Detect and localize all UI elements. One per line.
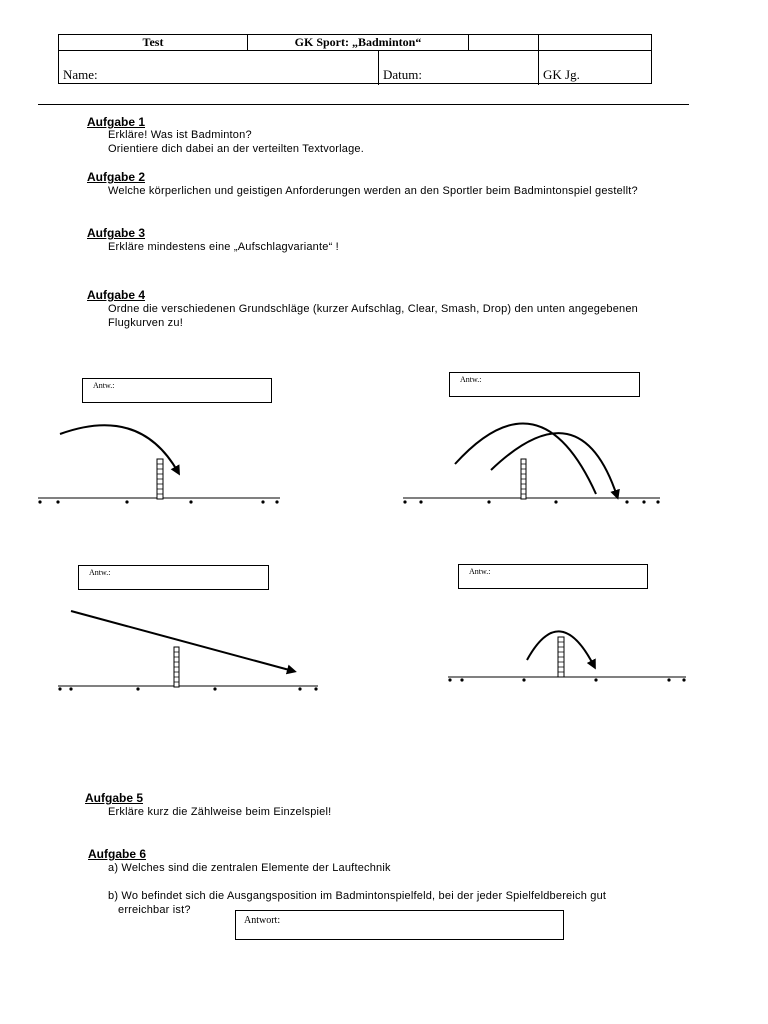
task-3-title: Aufgabe 3 [87,226,146,240]
net-1 [157,459,163,499]
answer-box-2[interactable]: Antw.: [449,372,640,397]
flight-curve-4 [448,631,686,681]
task-1-line-2: Orientiere dich dabei an der verteilten Textvorlage. [108,143,365,155]
answer-box-1[interactable]: Antw.: [82,378,272,403]
task-2-line-1: Welche körperlichen und geistigen Anforderungen werden an den Sportler beim Badmintonspiel gestellt? [108,185,638,197]
curve-2b [491,433,617,496]
court-dots-1 [38,500,278,503]
net-3 [174,647,179,687]
course-label: GK Sport: „Badminton“ [248,35,469,51]
task-6-line-2: b) Wo befindet sich die Ausgangsposition im Badmintonspielfeld, bei der jeder Spielfeldbereich gut [108,890,607,902]
task-6-line-3: erreichbar ist? [118,904,191,916]
flight-curve-1 [38,425,280,503]
test-label: Test [59,35,248,51]
flight-curve-2 [403,423,660,503]
curve-3 [71,611,293,671]
net-4 [558,637,564,677]
task-5-title: Aufgabe 5 [85,791,144,805]
task-4-line-1: Ordne die verschiedenen Grundschläge (kurzer Aufschlag, Clear, Smash, Drop) den unten angegebenen [108,303,638,315]
court-dots-3 [58,687,317,690]
answer-box-6[interactable]: Antwort: [235,910,564,940]
name-field[interactable]: Name: [59,51,379,85]
task-5-line-1: Erkläre kurz die Zählweise beim Einzelspiel! [108,806,332,818]
date-field[interactable]: Datum: [379,51,539,85]
court-dots-4 [448,678,685,681]
task-4-line-2: Flugkurven zu! [108,317,183,329]
net-2 [521,459,526,499]
task-6-line-1: a) Welches sind die zentralen Elemente der Lauftechnik [108,862,391,874]
flight-curve-3 [58,611,318,691]
task-2-title: Aufgabe 2 [87,170,146,184]
answer-box-4[interactable]: Antw.: [458,564,648,589]
gk-field[interactable]: GK Jg. [543,67,580,82]
answer-box-3[interactable]: Antw.: [78,565,269,590]
task-1-line-1: Erkläre! Was ist Badminton? [108,129,252,141]
task-1-title: Aufgabe 1 [87,115,146,129]
court-dots-2 [403,500,659,503]
task-6-title: Aufgabe 6 [88,847,147,861]
task-3-line-1: Erkläre mindestens eine „Aufschlagvariante“ ! [108,241,339,253]
task-4-title: Aufgabe 4 [87,288,146,302]
